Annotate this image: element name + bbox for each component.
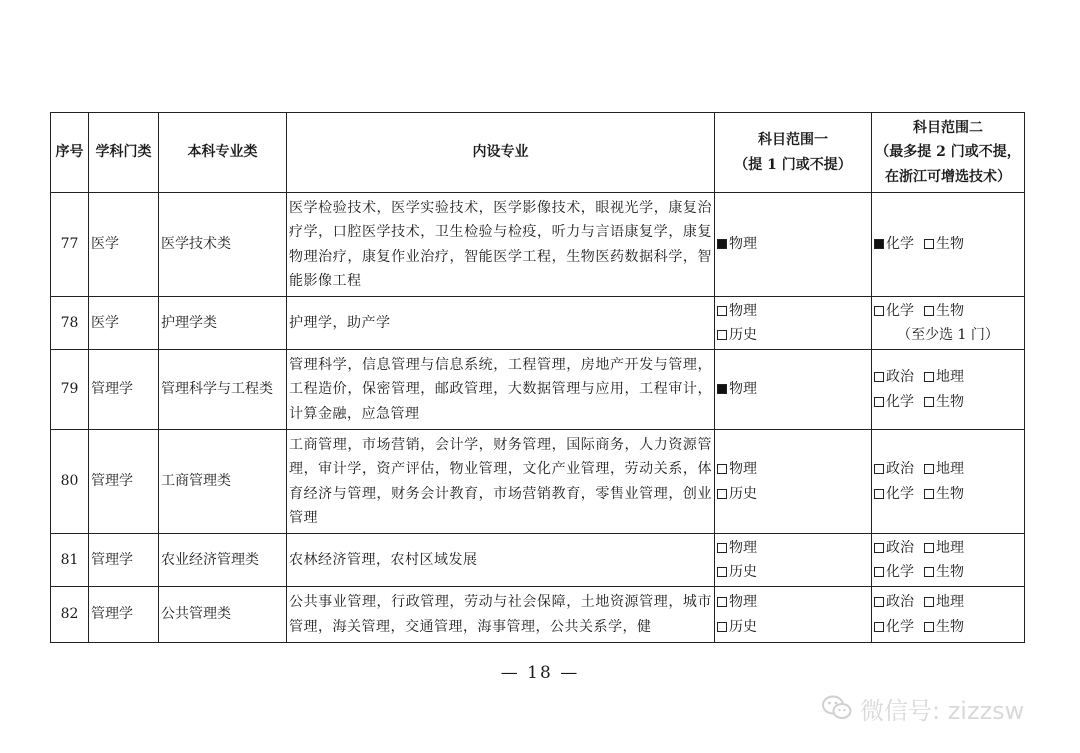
unchecked-box-icon bbox=[717, 464, 727, 474]
subject-label: 历史 bbox=[729, 564, 757, 580]
subject-label: 物理 bbox=[729, 539, 757, 556]
subject-scope-2 bbox=[872, 297, 1025, 350]
discipline-category: 管理学 bbox=[89, 587, 159, 643]
subject-label: 物理 bbox=[729, 381, 757, 398]
subject-line bbox=[717, 536, 869, 561]
unchecked-box-icon bbox=[874, 464, 884, 474]
row-number: 78 bbox=[51, 297, 89, 350]
subject-label: 历史 bbox=[729, 327, 757, 343]
row-number: 79 bbox=[51, 350, 89, 430]
subject-option bbox=[924, 560, 964, 585]
subject-scope-2 bbox=[872, 587, 1025, 643]
subject-line bbox=[717, 299, 869, 324]
checked-box-icon bbox=[717, 384, 727, 394]
subject-line bbox=[874, 232, 1022, 257]
subject-scope-2 bbox=[872, 430, 1025, 534]
table-row bbox=[51, 297, 1025, 350]
subject-option bbox=[874, 482, 914, 507]
unchecked-box-icon bbox=[717, 306, 727, 316]
subject-label: 化学 bbox=[886, 564, 914, 580]
checked-box-icon bbox=[717, 239, 727, 249]
subject-option bbox=[874, 615, 914, 640]
discipline-category: 医学 bbox=[89, 193, 159, 297]
subject-option bbox=[874, 299, 914, 324]
subject-label: 物理 bbox=[729, 236, 757, 253]
subject-option bbox=[874, 457, 914, 482]
subject-label: 化学 bbox=[886, 393, 914, 410]
row-number: 80 bbox=[51, 430, 89, 534]
unchecked-box-icon bbox=[717, 543, 727, 553]
subject-option bbox=[717, 457, 757, 482]
subject-option bbox=[924, 590, 964, 615]
unchecked-box-icon bbox=[924, 622, 934, 632]
discipline-category: 医学 bbox=[89, 297, 159, 350]
subject-label: 政治 bbox=[886, 594, 914, 610]
subject-option bbox=[874, 536, 914, 561]
subject-line bbox=[874, 299, 1022, 324]
unchecked-box-icon bbox=[874, 397, 884, 407]
admission-subject-table bbox=[50, 112, 1025, 643]
subject-option bbox=[717, 323, 757, 348]
unchecked-box-icon bbox=[717, 567, 727, 577]
subject-option bbox=[924, 457, 964, 482]
subject-label: 地理 bbox=[936, 539, 964, 556]
subject-option bbox=[717, 590, 757, 615]
subject-label: 物理 bbox=[729, 461, 757, 477]
table-row bbox=[51, 534, 1025, 587]
subject-line bbox=[717, 377, 869, 402]
subject-option bbox=[874, 590, 914, 615]
table-row bbox=[51, 430, 1025, 534]
wechat-icon bbox=[822, 694, 852, 722]
subject-label: 历史 bbox=[729, 485, 757, 502]
subject-label: 生物 bbox=[936, 485, 964, 502]
subject-label: 物理 bbox=[729, 302, 757, 319]
table-row bbox=[51, 587, 1025, 643]
header-major-class: 本科专业类 bbox=[159, 113, 287, 193]
row-number: 82 bbox=[51, 587, 89, 643]
major-class: 护理学类 bbox=[159, 297, 287, 350]
unchecked-box-icon bbox=[874, 306, 884, 316]
subject-label: 物理 bbox=[729, 594, 757, 610]
subject-scope-1 bbox=[715, 297, 872, 350]
subject-label: 化学 bbox=[886, 485, 914, 502]
major-class: 管理科学与工程类 bbox=[159, 350, 287, 430]
subject-option bbox=[717, 482, 757, 507]
subject-option bbox=[874, 365, 914, 390]
subject-option bbox=[717, 536, 757, 561]
subject-scope-2 bbox=[872, 534, 1025, 587]
major-class: 农业经济管理类 bbox=[159, 534, 287, 587]
internal-majors: 公共事业管理，行政管理，劳动与社会保障，土地资源管理，城市管理，海关管理，交通管理，海事管理，公共关系学，健 bbox=[287, 587, 715, 643]
subject-label: 化学 bbox=[886, 302, 914, 319]
subject-label: 生物 bbox=[936, 302, 964, 319]
table-row bbox=[51, 193, 1025, 297]
subject-option bbox=[924, 390, 964, 415]
subject-scope-1 bbox=[715, 587, 872, 643]
subject-line bbox=[874, 365, 1022, 390]
unchecked-box-icon bbox=[717, 489, 727, 499]
subject-scope-1 bbox=[715, 350, 872, 430]
unchecked-box-icon bbox=[874, 372, 884, 382]
header-no: 序号 bbox=[51, 113, 89, 193]
subject-label: 历史 bbox=[729, 618, 757, 635]
discipline-category: 管理学 bbox=[89, 350, 159, 430]
unchecked-box-icon bbox=[874, 489, 884, 499]
subject-scope-2 bbox=[872, 193, 1025, 297]
subject-option bbox=[924, 299, 964, 324]
subject-label: 政治 bbox=[886, 369, 914, 385]
unchecked-box-icon bbox=[717, 597, 727, 607]
header-internal-majors: 内设专业 bbox=[287, 113, 715, 193]
checked-box-icon bbox=[874, 239, 884, 249]
major-class: 公共管理类 bbox=[159, 587, 287, 643]
subject-line bbox=[874, 590, 1022, 615]
subject-line bbox=[874, 482, 1022, 507]
subject-option bbox=[924, 232, 964, 257]
unchecked-box-icon bbox=[924, 464, 934, 474]
subject-label: 地理 bbox=[936, 369, 964, 385]
subject-label: 地理 bbox=[936, 461, 964, 477]
subject-label: 政治 bbox=[886, 461, 914, 477]
subject-scope-1 bbox=[715, 193, 872, 297]
unchecked-box-icon bbox=[717, 330, 727, 340]
internal-majors: 农林经济管理，农村区域发展 bbox=[287, 534, 715, 587]
subject-option bbox=[717, 232, 757, 257]
internal-majors: 工商管理，市场营销，会计学，财务管理，国际商务，人力资源管理，审计学，资产评估，物业管理，文化产业管理，劳动关系，体育经济与管理，财务会计教育，市场营销教育，零售业管理，创业管理 bbox=[287, 430, 715, 534]
subject-option bbox=[924, 536, 964, 561]
subject-option bbox=[924, 482, 964, 507]
unchecked-box-icon bbox=[874, 543, 884, 553]
subject-option bbox=[924, 365, 964, 390]
subject-line bbox=[874, 457, 1022, 482]
subject-option bbox=[924, 615, 964, 640]
unchecked-box-icon bbox=[924, 397, 934, 407]
subject-scope-2 bbox=[872, 350, 1025, 430]
subject-line bbox=[874, 560, 1022, 585]
subject-label: 地理 bbox=[936, 594, 964, 610]
watermark-text: 微信号: zizzsw bbox=[860, 696, 1025, 725]
subject-label: 生物 bbox=[936, 564, 964, 580]
subject-scope-1 bbox=[715, 430, 872, 534]
unchecked-box-icon bbox=[874, 622, 884, 632]
major-class: 工商管理类 bbox=[159, 430, 287, 534]
watermark bbox=[822, 688, 1024, 728]
subject-line bbox=[717, 323, 869, 348]
subject-line bbox=[874, 536, 1022, 561]
subject-line bbox=[717, 457, 869, 482]
unchecked-box-icon bbox=[924, 372, 934, 382]
subject-line bbox=[874, 390, 1022, 415]
subject-option bbox=[874, 390, 914, 415]
subject-label: 政治 bbox=[886, 539, 914, 556]
discipline-category: 管理学 bbox=[89, 430, 159, 534]
header-subject-scope-2: 科目范围二 （最多提 2 门或不提， 在浙江可增选技术） bbox=[872, 113, 1025, 193]
unchecked-box-icon bbox=[874, 597, 884, 607]
unchecked-box-icon bbox=[924, 239, 934, 249]
selection-note: （至少选 1 门） bbox=[897, 327, 999, 343]
subject-label: 生物 bbox=[936, 236, 964, 253]
unchecked-box-icon bbox=[717, 622, 727, 632]
subject-line bbox=[717, 482, 869, 507]
subject-line bbox=[717, 615, 869, 640]
subject-label: 化学 bbox=[886, 236, 914, 253]
subject-option bbox=[717, 299, 757, 324]
internal-majors: 管理科学，信息管理与信息系统，工程管理，房地产开发与管理，工程造价，保密管理，邮政管理，大数据管理与应用，工程审计，计算金融，应急管理 bbox=[287, 350, 715, 430]
header-category: 学科门类 bbox=[89, 113, 159, 193]
subject-label: 生物 bbox=[936, 618, 964, 635]
subject-label: 化学 bbox=[886, 618, 914, 635]
major-class: 医学技术类 bbox=[159, 193, 287, 297]
unchecked-box-icon bbox=[924, 489, 934, 499]
subject-line bbox=[717, 560, 869, 585]
unchecked-box-icon bbox=[924, 567, 934, 577]
header-subject-scope-1: 科目范围一 （提 1 门或不提） bbox=[715, 113, 872, 193]
page-number: — 18 — bbox=[500, 663, 580, 683]
subject-line bbox=[717, 590, 869, 615]
table-header-row bbox=[51, 113, 1025, 193]
subject-label: 生物 bbox=[936, 393, 964, 410]
subject-scope-1 bbox=[715, 534, 872, 587]
unchecked-box-icon bbox=[924, 306, 934, 316]
unchecked-box-icon bbox=[924, 597, 934, 607]
unchecked-box-icon bbox=[924, 543, 934, 553]
subject-option bbox=[874, 560, 914, 585]
discipline-category: 管理学 bbox=[89, 534, 159, 587]
subject-option bbox=[717, 560, 757, 585]
internal-majors: 医学检验技术，医学实验技术，医学影像技术，眼视光学，康复治疗学，口腔医学技术，卫生检验与检疫，听力与言语康复学，康复物理治疗，康复作业治疗，智能医学工程，生物医药数据科学，智能影像工程 bbox=[287, 193, 715, 297]
unchecked-box-icon bbox=[874, 567, 884, 577]
subject-option bbox=[717, 615, 757, 640]
row-number: 77 bbox=[51, 193, 89, 297]
table-row bbox=[51, 350, 1025, 430]
internal-majors: 护理学，助产学 bbox=[287, 297, 715, 350]
subject-line bbox=[874, 615, 1022, 640]
subject-line bbox=[717, 232, 869, 257]
row-number: 81 bbox=[51, 534, 89, 587]
subject-option bbox=[874, 232, 914, 257]
subject-option bbox=[717, 377, 757, 402]
